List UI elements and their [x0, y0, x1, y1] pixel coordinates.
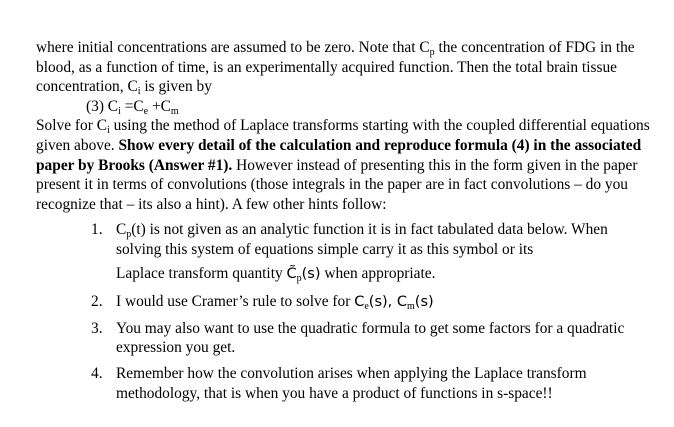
hint-1-subscript: p [126, 229, 132, 241]
hint-item-4 [36, 364, 656, 403]
equation-term-ce: =C [120, 97, 144, 115]
equation-sub-m: m [170, 105, 179, 117]
hint-number: 2. [91, 293, 103, 311]
hint-1-text-a: C [116, 221, 127, 239]
bold-instruction: Show every detail of the calculation and reproduce formula (4) in the associated paper by Brooks (Answer #1). [36, 136, 642, 174]
subscript-i: i [137, 86, 141, 98]
body-text-3: However instead of presenting this in the form given in the paper present it in terms of convolutions (those integrals in the paper are in fact convolutions – do you recognize that – its also a hint). A few other hints follow: [36, 156, 638, 213]
cm-symbol: C [396, 294, 408, 311]
body-text-2: using the method of Laplace transforms starting with the coupled differential equations given above. [36, 117, 650, 154]
equation-sub-e: e [143, 105, 149, 117]
instructions-paragraph [36, 116, 656, 214]
laplace-symbol: C̃ [286, 265, 297, 282]
hint-item-1 [36, 220, 656, 284]
intro-paragraph [36, 38, 656, 97]
hint-number: 4. [91, 364, 103, 382]
hint-1-text-c: Laplace transform quantity [116, 264, 287, 282]
ce-argument: (s), [368, 294, 397, 311]
hint-2-text: I would use Cramer’s rule to solve for [116, 293, 355, 311]
document-page [36, 38, 656, 403]
equation-3 [36, 97, 656, 117]
body-subscript-i: i [106, 125, 110, 137]
hints-list [36, 220, 656, 403]
ce-symbol: C [354, 294, 365, 311]
hint-1-text-b: (t) is not given as an analytic function it is in fact tabulated data below. When solving this system of equations simple carry it as this symbol or its [116, 221, 608, 258]
intro-text-1: where initial concentrations are assumed to be zero. Note that C [36, 39, 430, 56]
hint-1-text-d: when appropriate. [320, 264, 436, 282]
hint-number: 1. [91, 221, 103, 239]
hint-4-text: Remember how the convolution arises when applying the Laplace transform methodology, that is when you have a product of functions in s-space!! [116, 364, 587, 402]
intro-text-2: the concentration of FDG in the blood, as a function of time, is an experimentally acquired function. Then the total brain tissue concentration, C [36, 39, 635, 96]
hint-item-3 [36, 319, 656, 358]
hint-number: 3. [91, 319, 103, 337]
subscript-p: p [429, 47, 435, 58]
laplace-argument: (s) [301, 265, 321, 282]
hint-3-text: You may also want to use the quadratic formula to get some factors for a quadratic expression you get. [116, 319, 625, 357]
body-text-1: Solve for C [36, 117, 107, 135]
equation-sub-i: i [118, 105, 121, 117]
intro-text-3: is given by [140, 78, 212, 96]
equation-term-cm: +C [148, 97, 171, 115]
cm-subscript: m [407, 301, 415, 313]
equation-label: (3) C [86, 97, 119, 115]
hint-item-2 [36, 292, 656, 313]
cm-argument: (s) [414, 294, 434, 311]
laplace-subscript: p [296, 272, 302, 284]
hint-1-line-3 [116, 264, 656, 285]
ce-subscript: e [364, 301, 369, 313]
